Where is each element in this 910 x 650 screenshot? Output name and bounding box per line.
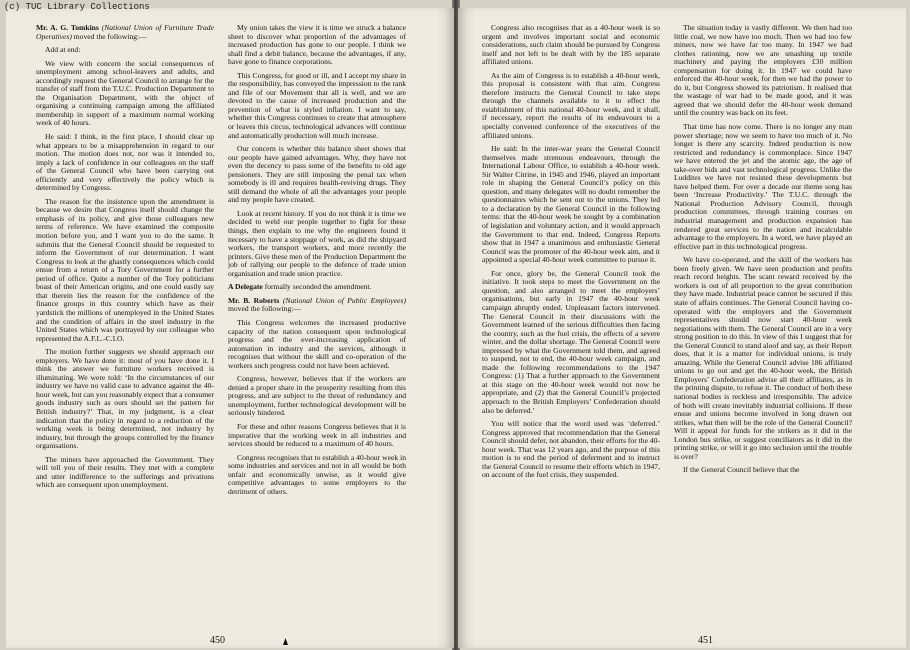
page-marker-icon — [283, 638, 288, 645]
paragraph: The motion further suggests we should approach our employers. We have done it: most of you have done it. I think the answer we furniture workers received is illuminating. We were told: ‘In the circumstances of our industry we have no valid case to advance against the 40-hour week, but can you reasonably expect that a consumer goods industry such as ours should set the pattern for British industry?’ That, in my judgment, is a clear indication that the policy in regard to a reduction of the working week is being determined, not industry by industry, but through the groups controlled by the finance organisations. — [36, 347, 214, 451]
speaker-name: A Delegate — [228, 282, 263, 292]
page-number: 451 — [698, 635, 713, 646]
watermark-text: (c) TUC Library Collections — [4, 2, 150, 12]
right-column-1 — [482, 24, 660, 624]
paragraph: You will notice that the word used was ‘deferred.’ Congress approved that recommendation that the General Council should defer, not abandon, their efforts for the 40-hour week. That was 12 years ago, and the purpose of this motion is to end the period of deferment and to instruct the General Council to resume their efforts which in 1947, on account of the fuel crisis, they suspended. — [482, 419, 660, 480]
paragraph: If the General Council believe that the — [683, 465, 800, 475]
paragraph: This Congress welcomes the increased productive capacity of the nation consequent upon technological progress and the ever-increasing application of automation in industry and the services, although it recognises that without the skill and co-operation of the workers such progress could not have been achieved. — [228, 317, 406, 370]
paragraph: He said: I think, in the first place, I should clear up what appears to be a misapprehension in regard to our motion. The motion does not, nor was it intended to, imply a lack of confidence in our colleagues on the staff of the General Council who have been carrying out efficiently and very effectively the policy which is determined by Congress. — [36, 132, 214, 193]
left-page — [6, 8, 454, 648]
paragraph: This Congress, for good or ill, and I accept my share in the responsibility, has conveyed the impression to the rank and file of our Movement that all is well, and we are devoted to the cause of increased production and the prevention of what is styled inflation. I want to say, whether this Congress continues to create that atmosphere or leaves this circus, technological advances will continue and automatically production will much increase. — [228, 70, 406, 140]
paragraph — [36, 24, 214, 41]
left-column-2 — [228, 24, 406, 624]
paragraph: Look at recent history. If you do not think it is time we decided to weld our people together to fight for these things, then explain to me why the engineers found it necessary to have a stoppage of work, as did the shipyard workers, the transport workers, and more recently the printers. Give these men of the Production Department the job of rallying our people to the defence of trade union organisation and trade union practice. — [228, 208, 406, 278]
paragraph: That time has now come. There is no longer any man power shortage; now we seem to have too much of it. No longer is there any scarcity. Indeed production is now restricted and redundancy is commonplace. Since 1947 we have entered the jet and the atomic age, the age of take-over bids and vast technological progress. Unlike the Luddites we have not resisted these developments but have helped them. For over a decade our theme song has been ‘Increase Productivity.’ The T.U.C. through the National Production Advisory Council, through production committees, through training courses on industrial management and production expansion has rendered great services to the nation and incalculable advantage to the employers. In a word, we have played an effective part in this technological progress. — [674, 122, 852, 251]
paragraph: We view with concern the social consequences of unemployment among school-leavers and adults, and accordingly request the General Council to arrange for the transfer of staff from the T.U.C. Production Department to the Organisation Department, with the object of organising a continuing campaign among the affiliated membership in support of a maximum normal working week of 40 hours. — [36, 58, 214, 128]
paragraph: The situation today is vastly different. We then had too little coal, we now have too much. Then we had too few miners, now we have far too many. In 1947 we had clothes rationing, now we are smashing up textile machinery and paying the employers £30 million compensation for doing it. In 1947 we could have enforced the 40-hour week, for then we had the power to do it, but Congress showed its patriotism. It realised that the wastage of war had to be made good, and it was agreed that we should defer the 40-hour week demand until the country was back on its feet. — [674, 24, 852, 118]
paragraph-text: moved the following:— — [228, 304, 301, 314]
right-column-2 — [674, 24, 852, 624]
paragraph: We have co-operated, and the skill of the workers has been freely given. We have seen production and profits reach record heights. The scant reward received by the workers is out of all proportion to the great contribution they have made. Industrial peace cannot be secured if this state of affairs continues. The General Council having co-operated with the employers and the Government representatives should now start 40-hour week negotiations with them. The General Council are in a very strong position to do this. In view of this I suggest that for the General Council to stand aloof and say, as their Report does, that it is a matter for individual unions, is truly amazing. While the General Council advise 186 affiliated unions to go out and get the 40-hour week, the British Employers’ Confederation advise all their affiliates, as in the printing dispute, to refuse it. The conduct of both these national bodies is reckless and irresponsible. The advice of both will create inevitably industrial collisions. If these ensue and unions become involved in long drawn out strikes, what then will be the role of the General Council? Will it appeal for funds for the strikers as it did in the London bus strike, or suggest conciliators as it did in the printing strike, or will it go into seclusion until the trouble is over? — [674, 255, 852, 461]
speaker-name: Mr. A. G. Tomkins — [36, 24, 99, 32]
speaker-name: Mr. B. Roberts — [228, 295, 280, 305]
paragraph: Congress also recognises that as a 40-hour week is so urgent and involves important social and economic considerations, such claim should be pursued by Congress itself and not left to be dealt with by the 185 separate affiliated unions. — [482, 24, 660, 67]
paragraph: For these and other reasons Congress believes that it is imperative that the working week in all industries and services should be reduced to a maximum of 40 hours. — [228, 421, 406, 449]
paragraph: My union takes the view it is time we struck a balance sheet to discover what proportion of the advantages of increased production has gone to our people. I think we shall find a debit balance, because the advantages, if any, have gone to finance corporations. — [228, 24, 406, 67]
paragraph: For once, glory be, the General Council took the initiative. It took steps to meet the Government on the question, and also arranged to meet the employers’ organisations, but early in 1947 the 40-hour week campaign abruptly ended. Unpleasant factors intervened. The General Council in their discussions with the Government learned of the serious difficulties then facing the country, such as the fuel crisis, the effects of a severe winter, and the dollar shortage. The General Council were impressed by what the Government told them, and agreed to suspend, not to end, the 40-hour week campaign, and made the following recommendations to the 1947 Congress: (1) That a further approach to the Government at this stage on the 40-hour week would not now be appropriate, and (2) that the General Council’s projected approach to the British Employers’ Confederation should also be deferred.’ — [482, 268, 660, 415]
paragraph: As the aim of Congress is to establish a 40-hour week, this proposal is consistent with that aim. Congress therefore instructs the General Council to take steps through the channels available to it to effect the establishment of this national 40-hour week, and it shall, if necessary, report the results of its endeavours to a specially convened conference of the executives of the affiliated unions. — [482, 70, 660, 140]
paragraph: He said: In the inter-war years the General Council themselves made strenuous endeavours, through the International Labour Office, to establish a 40-hour week. Sir Walter Citrine, in 1945 and 1946, played an important role in shaping the General Council’s policy on this question, and many delegates will no doubt remember the questionnaires which he sent out to the unions. They led to a declaration by the General Council in the following terms: that the 40-hour week be sought by a combination of legislation and voluntary action, and it would approach the Government to that end. Indeed, Congress Reports show that in 1947 a unanimous and enthusiastic General Council was the promoter of the 40-hour week aim, and it appointed a special 40-hour week committee to pursue it. — [482, 144, 660, 265]
paragraph — [228, 297, 406, 314]
speaker-affiliation: (National Union of Furniture Trade Operatives) — [36, 24, 214, 41]
paragraph: Congress, however, believes that if the workers are denied a proper share in the prosperity resulting from this progress, and are subject to the threat of redundancy and unemployment, further technological development will be seriously hindered. — [228, 374, 406, 418]
paragraph-text: formally seconded the amendment. — [264, 282, 372, 292]
paragraph: The reason for the insistence upon the amendment is because we desire that Congress itself should change the emphasis of its policy, and give those colleagues new terms of reference. We have examined the composite motion before you, and I want you to do the same. It submits that the General Council should be requested to inform the Government of our determination. I want Congress to look at the ghastly consequences which could ensue from a return of a Tory Government for a further period of office. Quite a number of the Tory politicians boast of their American origins, and one could easily say that therein lies the reason for the confidence of the finance groups in this country which have as their yardstick the millions of unemployed in the United States and the condition of affairs in the steel industry in the United States which was portrayed by our colleague who represented the A.F.L.-C.I.O. — [36, 196, 214, 343]
right-page — [458, 8, 906, 648]
left-column-1 — [36, 24, 214, 624]
page-number: 450 — [210, 635, 225, 646]
paragraph-text: moved the following:— — [73, 31, 147, 41]
paragraph: The miners have approached the Government. They will tell you of their results. They met with a complete and utter indifference to the sufferings and privations which are consequent upon unemployment. — [36, 454, 214, 490]
speaker-affiliation: (National Union of Public Employees) — [282, 295, 406, 305]
paragraph: Add at end: — [45, 45, 81, 55]
paragraph: Our concern is whether this balance sheet shows that our people have gained advantages. Why, they have not even the decency to pass some of the benefits to old age pensioners. They are still imposing the penal tax when somebody is ill and requires health-reviving drugs. They still demand the whole of all the advantages your people and my people have created. — [228, 144, 406, 205]
paragraph: Congress recognises that to establish a 40-hour week in some industries and services and not in all would be both unfair and economically unwise, as it would give competitive advantages to some employers to the detriment of others. — [228, 452, 406, 496]
paragraph — [228, 283, 406, 292]
